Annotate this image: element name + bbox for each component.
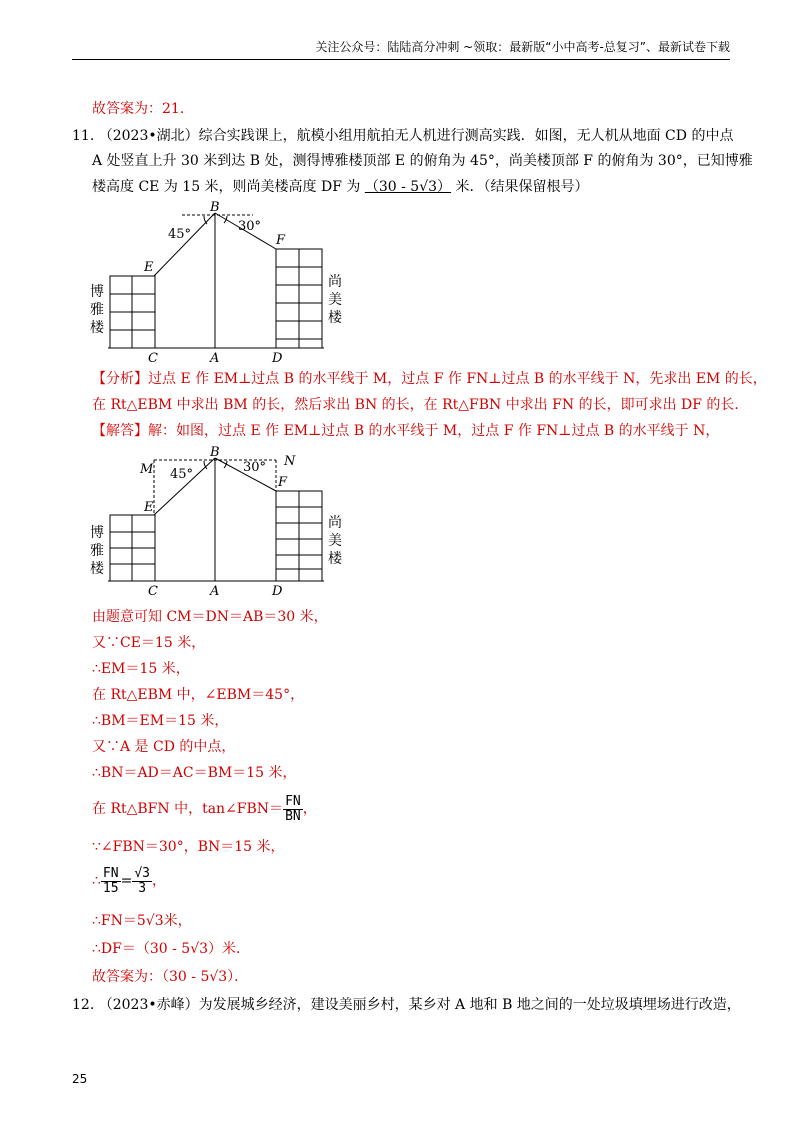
solution-df: ∴DF＝（30 - 5√3）米． <box>92 941 251 957</box>
fraction-numerator: FN <box>285 793 301 809</box>
left-building-char-2: 雅 <box>90 543 104 559</box>
fraction-denominator: 15 <box>102 880 119 896</box>
label-D: D <box>272 351 283 366</box>
angle-label-30: 30° <box>243 460 267 475</box>
q12-number: 12. <box>72 997 95 1013</box>
analysis-line2: 在 Rt△EBM 中求出 BM 的长，然后求出 BN 的长，在 Rt△FBN 中求出 FN 的长，即可求出 DF 的长． <box>92 397 749 413</box>
eq-suffix: ， <box>151 873 166 889</box>
label-E: E <box>144 260 154 275</box>
tan-suffix: ， <box>302 801 317 817</box>
right-building-char-3: 楼 <box>328 310 342 326</box>
label-F: F <box>276 233 286 248</box>
label-C: C <box>148 351 158 366</box>
angle-label-45: 45° <box>168 227 192 242</box>
right-building-char-3: 楼 <box>328 551 342 567</box>
q11-text-3b: 米．（结果保留根号） <box>455 179 589 195</box>
tan-prefix: 在 Rt△BFN 中，tan∠FBN＝ <box>92 801 284 817</box>
right-building-char-1: 尚 <box>328 274 342 290</box>
label-D: D <box>272 584 283 599</box>
fraction-fn-15 <box>101 867 121 896</box>
equals-sign: = <box>120 873 133 889</box>
q12-text: （2023•赤峰）为发展城乡经济，建设美丽乡村，某乡对 A 地和 B 地之间的一处垃圾填埋场进行改造， <box>98 997 741 1013</box>
page-header: 关注公众号：陆陆高分冲刺 ~领取：最新版“小中高考-总复习”、最新试卷下载 <box>315 40 730 54</box>
q11-text-3: 楼高度 CE 为 15 米，则尚美楼高度 DF 为 <box>92 179 361 195</box>
label-F: F <box>278 475 288 490</box>
analysis-line1 <box>92 370 767 388</box>
label-B: B <box>210 445 220 460</box>
label-A: A <box>210 584 220 599</box>
solution-given: ∵∠FBN＝30°，BN＝15 米， <box>92 839 285 855</box>
eq-prefix: ∴ <box>92 873 101 889</box>
analysis-text-1: 过点 E 作 EM⊥过点 B 的水平线于 M，过点 F 作 FN⊥过点 B 的水平线于 N，先求出 EM 的长， <box>148 371 767 387</box>
fraction-denominator: 3 <box>138 880 147 896</box>
left-building-char-1: 博 <box>90 284 104 300</box>
header-rule <box>72 59 730 60</box>
q11-line2: A 处竖直上升 30 米到达 B 处，测得博雅楼顶部 E 的俯角为 45°，尚美楼顶部 F 的俯角为 30°，已知博雅 <box>92 153 753 169</box>
angle-arc-30 <box>224 461 227 468</box>
left-building-char-3: 楼 <box>90 320 104 336</box>
solution-intro-text: 解：如图，过点 E 作 EM⊥过点 B 的水平线于 M，过点 F 作 FN⊥过点 B 的水平线于 N， <box>148 423 720 439</box>
prev-answer: 故答案为：21. <box>92 101 185 117</box>
left-building-char-3: 楼 <box>90 561 104 577</box>
label-B: B <box>210 200 220 215</box>
fraction-sqrt3-3 <box>132 867 152 896</box>
label-E: E <box>144 500 154 515</box>
fraction-fn-bn <box>283 795 303 824</box>
solution-step-4: 在 Rt△EBM 中，∠EBM＝45°， <box>92 687 305 703</box>
analysis-tag: 【分析】 <box>92 371 148 387</box>
label-A: A <box>210 351 220 366</box>
solution-tag: 【解答】 <box>92 423 148 439</box>
figure-1 <box>80 198 370 370</box>
solution-answer: 故答案为：（30 - 5√3）． <box>92 969 249 985</box>
solution-fn: ∴FN＝5√3米， <box>92 913 192 929</box>
page-number: 25 <box>72 1072 88 1086</box>
right-building-char-2: 美 <box>328 533 342 549</box>
solution-equation <box>92 862 166 900</box>
solution-intro <box>92 422 719 440</box>
q11-source: （2023•湖北） <box>98 128 199 144</box>
label-M: M <box>140 462 154 477</box>
right-building-char-1: 尚 <box>328 515 342 531</box>
solution-tan-line <box>92 792 317 826</box>
q11-answer-blank: （30 - 5√3） <box>364 179 452 195</box>
fraction-numerator: FN <box>102 865 119 881</box>
figure-2 <box>80 443 370 603</box>
q11-text-1: 综合实践课上，航模小组用航拍无人机进行测高实践．如图，无人机从地面 CD 的中点 <box>198 128 734 144</box>
left-building-char-2: 雅 <box>90 302 104 318</box>
q11-line3 <box>92 178 588 196</box>
label-N: N <box>284 454 296 469</box>
fraction-denominator: BN <box>285 808 301 824</box>
solution-step-1: 由题意可知 CM＝DN＝AB＝30 米， <box>92 609 328 625</box>
solution-step-6: 又∵A 是 CD 的中点， <box>92 739 236 755</box>
angle-arc-45 <box>204 216 207 224</box>
q12-line <box>72 996 741 1014</box>
solution-step-7: ∴BN＝AD＝AC＝BM＝15 米， <box>92 765 297 781</box>
solution-step-3: ∴EM＝15 米， <box>92 661 190 677</box>
angle-label-45: 45° <box>170 467 194 482</box>
q11-number: 11. <box>72 128 95 144</box>
fraction-numerator: √3 <box>134 865 150 881</box>
solution-step-2: 又∵CE＝15 米， <box>92 635 206 651</box>
solution-step-5: ∴BM＝EM＝15 米， <box>92 713 229 729</box>
label-C: C <box>148 584 158 599</box>
q11-line1 <box>72 127 733 145</box>
right-building-char-2: 美 <box>328 292 342 308</box>
angle-label-30: 30° <box>238 219 262 234</box>
left-building-char-1: 博 <box>90 525 104 541</box>
